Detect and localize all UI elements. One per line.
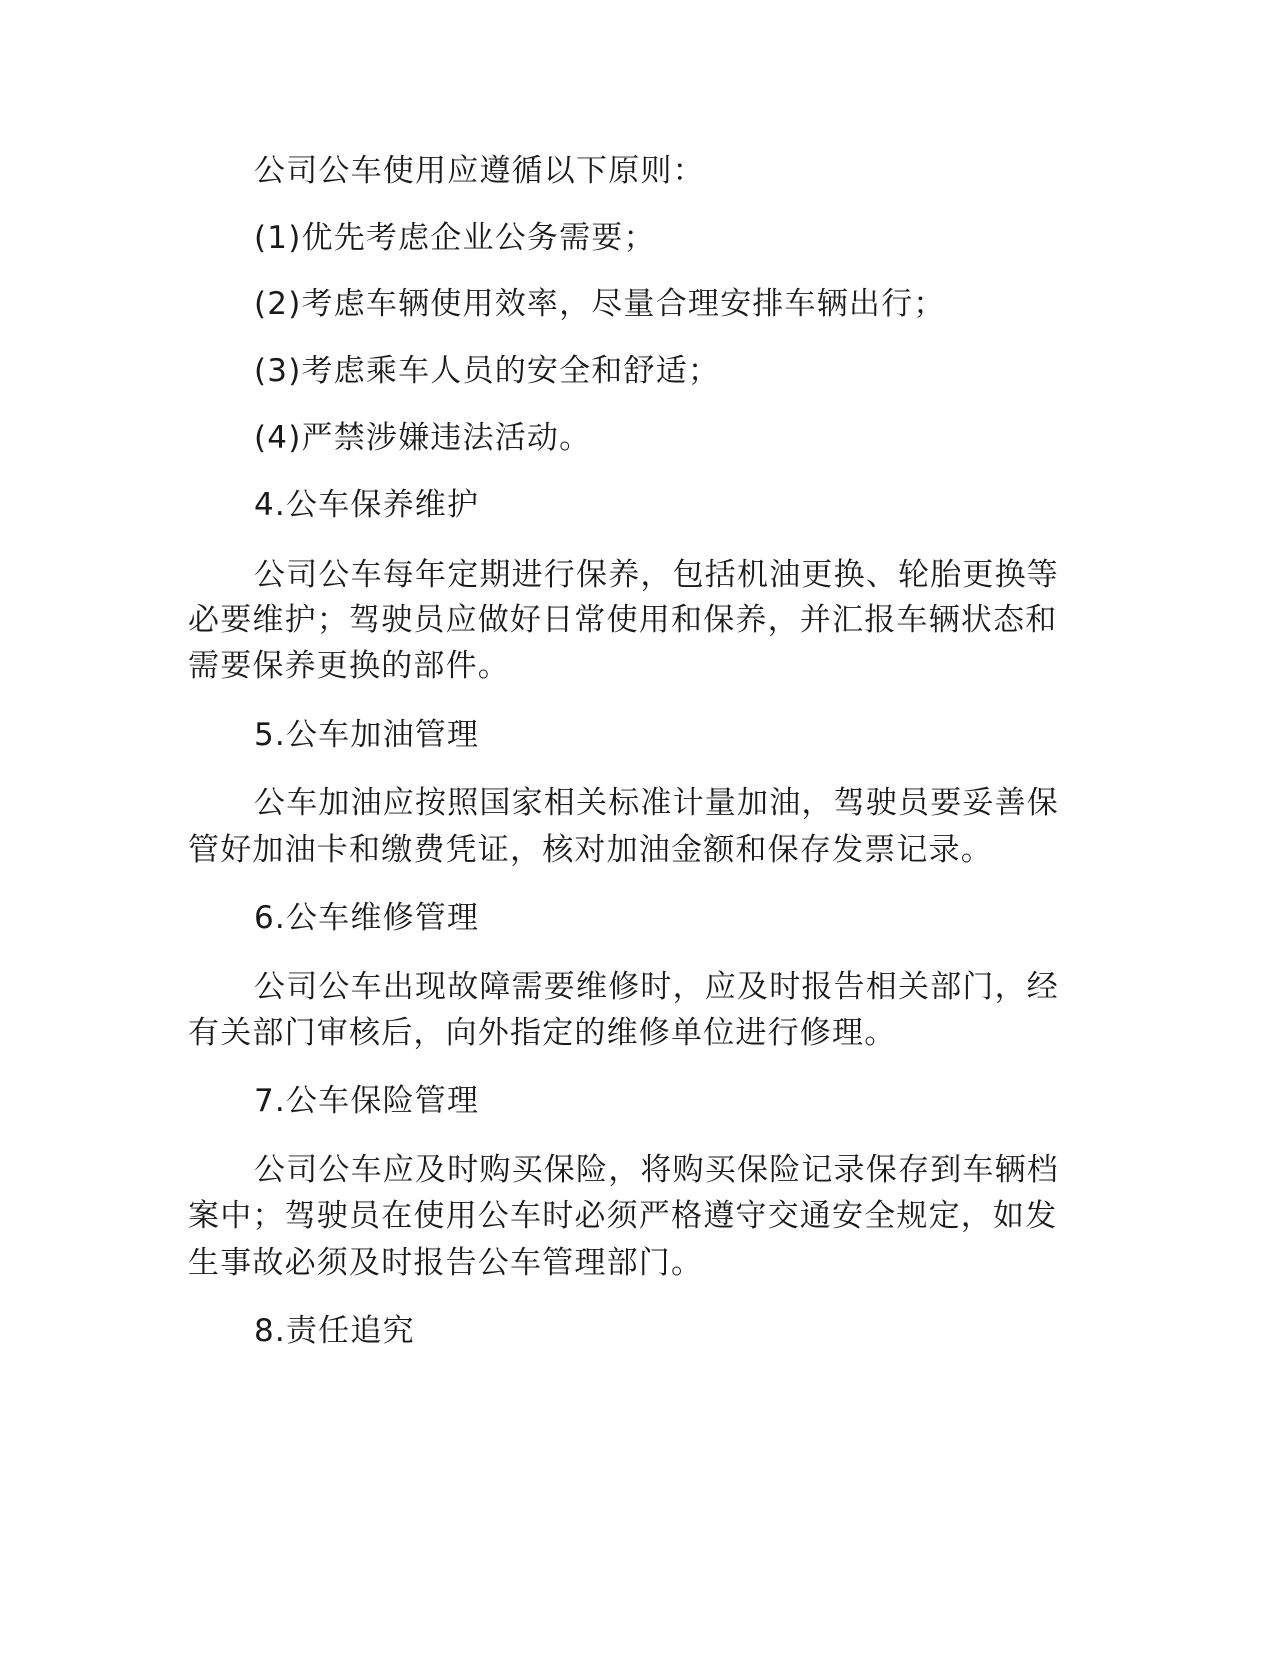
section-heading-7: 7.公车保险管理 <box>254 1083 480 1119</box>
list-item-1: (1)优先考虑企业公务需要； <box>254 220 656 256</box>
paragraph-line: 有关部门审核后，向外指定的维修单位进行修理。 <box>188 1015 897 1051</box>
paragraph-line: 管好加油卡和缴费凭证，核对加油金额和保存发票记录。 <box>188 832 993 868</box>
paragraph-principles-intro: 公司公车使用应遵循以下原则： <box>254 153 705 189</box>
paragraph-line: 必要维护；驾驶员应做好日常使用和保养，并汇报车辆状态和 <box>188 602 1058 638</box>
list-item-2: (2)考虑车辆使用效率，尽量合理安排车辆出行； <box>254 286 946 322</box>
list-item-3: (3)考虑乘车人员的安全和舒适； <box>254 353 721 389</box>
paragraph-line: 公司公车每年定期进行保养，包括机油更换、轮胎更换等 <box>254 557 1059 593</box>
paragraph-line: 公车加油应按照国家相关标准计量加油，驾驶员要妥善保 <box>254 785 1059 821</box>
paragraph-line: 生事故必须及时报告公车管理部门。 <box>188 1245 704 1281</box>
paragraph-line: 公司公车应及时购买保险，将购买保险记录保存到车辆档 <box>254 1152 1059 1188</box>
list-item-4: (4)严禁涉嫌违法活动。 <box>254 420 592 456</box>
paragraph-line: 需要保养更换的部件。 <box>188 648 510 684</box>
section-heading-4: 4.公车保养维护 <box>254 487 480 523</box>
section-heading-5: 5.公车加油管理 <box>254 717 480 753</box>
section-heading-8: 8.责任追究 <box>254 1313 415 1349</box>
paragraph-line: 案中；驾驶员在使用公车时必须严格遵守交通安全规定，如发 <box>188 1198 1058 1234</box>
paragraph-line: 公司公车出现故障需要维修时，应及时报告相关部门，经 <box>254 969 1059 1005</box>
section-heading-6: 6.公车维修管理 <box>254 900 480 936</box>
